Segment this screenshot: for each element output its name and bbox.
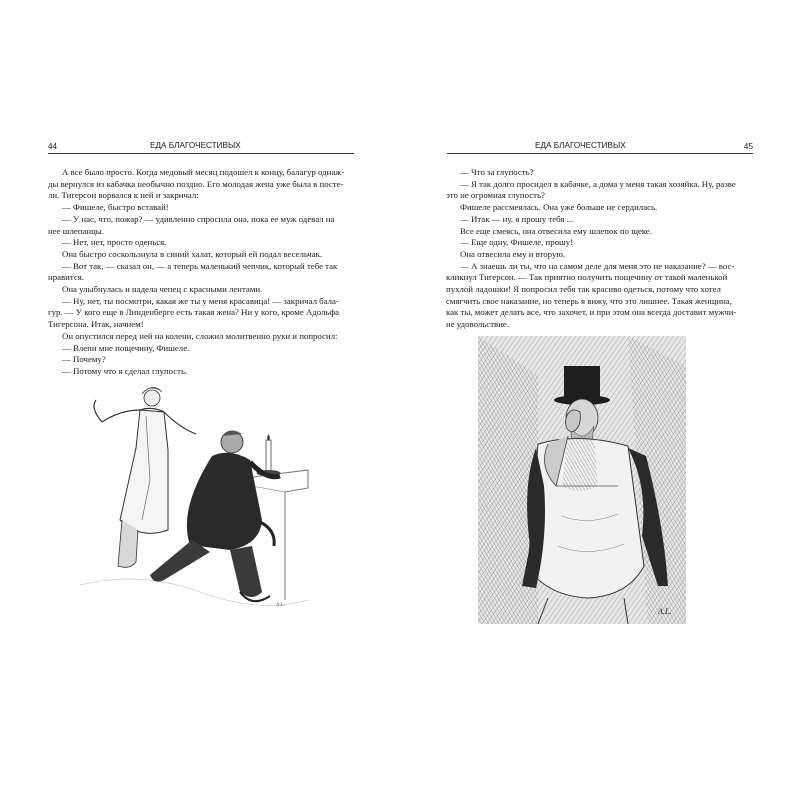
right-body-text	[446, 167, 755, 331]
text-line: — Потому что я сделал глупость.	[62, 365, 188, 376]
text-line: — А знаешь ли ты, что на самом деле для меня это не наказание? — вос-	[460, 260, 735, 271]
text-line: — Влепи мне пощечину, Фишеле.	[62, 342, 190, 353]
text-line: нравится.	[48, 272, 84, 283]
text-line: ли. Тигерсон ворвался к ней и закричал:	[48, 190, 199, 201]
text-line: Она улыбнулась и надела чепец с красными лентами.	[62, 284, 263, 295]
text-line: — Почему?	[62, 354, 106, 365]
text-line: пухлой ладошки! Я попросил тебя так красиво одеться, потому что хотел	[446, 284, 721, 295]
text-line: — Вот так, — сказал он, — а теперь маленький чепчик, который тебе так	[62, 260, 338, 271]
right-running-head-title: ЕДА БЛАГОЧЕСТИВЫХ	[535, 141, 626, 150]
text-line: А все было просто. Когда медовый месяц подошел к концу, балагур однаж-	[62, 167, 345, 177]
text-line: смягчить свое наказание, но теперь я вижу, что это лишнее. Такая женщина,	[446, 295, 732, 306]
right-page-number: 45	[743, 142, 753, 151]
text-line: — У нас, что, пожар? — удивленно спросила она, пока ее муж одевал на	[62, 213, 335, 224]
text-line: — Итак — ну, я прошу тебя ...	[460, 213, 574, 224]
text-line: Он опустился перед ней на колени, сложил молитвенно руки и попросил:	[62, 330, 338, 341]
text-line: Тигерсона. Итак, начнем!	[48, 319, 144, 330]
text-line: не удовольствие.	[446, 319, 510, 330]
top-hat-man-illustration	[478, 336, 686, 624]
left-illustration-signature: A.L.	[276, 603, 286, 608]
kneeling-man-illustration	[80, 370, 310, 620]
text-line: — Я так долго просидел в кабачке, а дома у меня такая хозяйка. Ну, разве	[460, 178, 736, 189]
left-page-number: 44	[48, 142, 58, 151]
text-line: — Нет, нет, просто оденься.	[62, 237, 167, 248]
text-line: Фишеле рассмеялась. Она уже больше не сердилась.	[460, 202, 658, 213]
text-line: — Что за глупость?	[460, 167, 534, 177]
text-line: кликнул Тигерсон. — Так приятно получить пощечину от такой маленькой	[446, 272, 728, 283]
text-line: ды вернулся из кабачка необычно поздно. Его молодая жена уже была в посте-	[48, 178, 344, 189]
right-running-header	[447, 141, 753, 154]
left-running-head-title: ЕДА БЛАГОЧЕСТИВЫХ	[150, 141, 241, 150]
text-line: Она отвесила ему и вторую.	[460, 248, 566, 259]
text-line: это не огромная глупость?	[446, 190, 545, 201]
text-line: нее шлепанцы.	[48, 225, 104, 236]
text-line: — Ну, нет, ты посмотри, какая же ты у меня красавица! — закричал бала-	[62, 295, 339, 306]
text-line: Она быстро соскользнула в синий халат, который ей подал весельчак.	[62, 248, 323, 259]
right-illustration-signature: A.L.	[658, 607, 672, 616]
left-body-text	[48, 167, 362, 378]
text-line: как ты, может делать все, что захочет, и при этом она всегда доставит мужчи-	[446, 307, 737, 318]
text-line: гур. — У кого еще в Линденберге есть такая жена? Ни у кого, кроме Адольфа	[48, 307, 340, 318]
left-running-header	[48, 141, 354, 154]
text-line: — Еще одну, Фишеле, прошу!	[460, 237, 574, 248]
text-line: — Фишеле, быстро вставай!	[62, 202, 169, 213]
text-line: Все еще смеясь, она отвесила ему шлепок по щеке.	[460, 225, 653, 236]
